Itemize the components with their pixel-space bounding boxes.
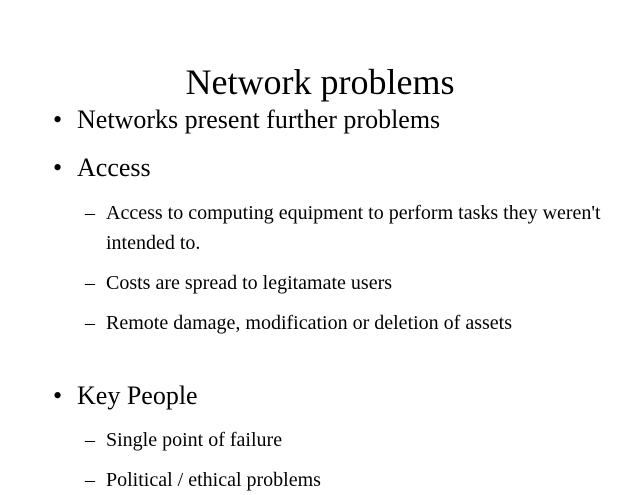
sub-bullet-text: Political / ethical problems [106, 469, 321, 491]
sub-bullet-item [85, 198, 615, 258]
dash-icon: – [85, 202, 95, 224]
sub-bullet-text: Access to computing equipment to perform tasks they weren't intended to. [106, 202, 601, 254]
sub-bullet-item [85, 465, 615, 494]
bullet-item [53, 152, 613, 184]
dash-icon: – [85, 272, 95, 294]
bullet-item [53, 380, 613, 412]
sub-bullet-item [85, 308, 615, 368]
bullet-item [53, 104, 613, 136]
slide-title: Network problems [185, 62, 455, 102]
dash-icon: – [85, 469, 95, 491]
sub-bullet-text: Costs are spread to legitamate users [106, 272, 393, 294]
bullet-text: Networks present further problems [77, 105, 441, 134]
sub-bullet-item [85, 425, 615, 455]
sub-bullet-item [85, 268, 615, 298]
bullet-icon: • [53, 105, 63, 134]
sub-bullet-text: Remote damage, modification or deletion of assets [106, 312, 512, 334]
bullet-text: Access [77, 153, 151, 182]
bullet-icon: • [53, 153, 63, 182]
dash-icon: – [85, 429, 95, 451]
sub-bullet-text: Single point of failure [106, 429, 283, 451]
dash-icon: – [85, 312, 95, 334]
bullet-icon: • [53, 381, 63, 410]
bullet-text: Key People [77, 381, 198, 410]
